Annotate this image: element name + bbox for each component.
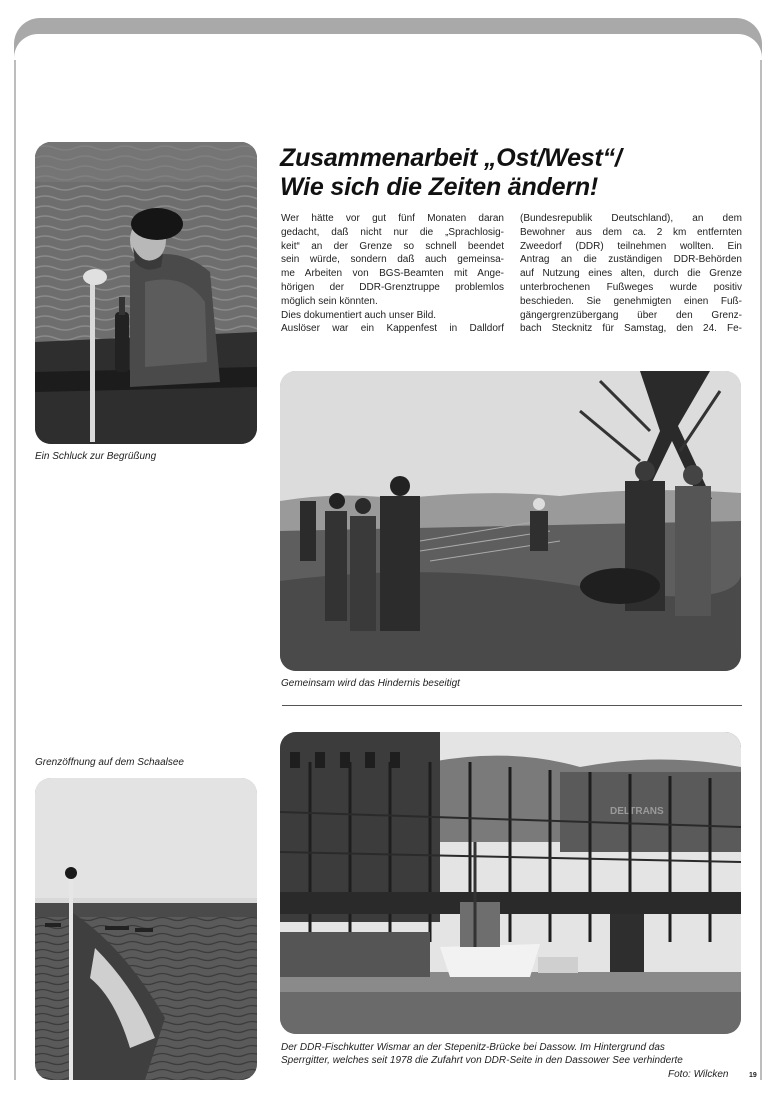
caption-photo3: Grenzöffnung auf dem Schaalsee [35, 757, 184, 768]
col2-line: gängergrenzübergang über den Grenz- [520, 309, 742, 321]
photo-cutter-bridge [280, 732, 741, 1034]
caption-photo2: Gemeinsam wird das Hindernis beseitigt [281, 678, 460, 689]
col2-line: beschieden. Sie genehmigten einen Fuß- [520, 295, 742, 307]
col1-line: keit“ an der Grenze so schnell beendet [281, 240, 504, 252]
caption-photo4-line1: Der DDR-Fischkutter Wismar an der Stepenitz-Brücke bei Dassow. Im Hintergrund das [281, 1042, 665, 1053]
photo-lake-flag [35, 778, 257, 1080]
col1-line: hörigen der DDR-Grenztruppe problemlos [281, 281, 504, 293]
col1-line: gedacht, daß nicht nur die „Sprachlosig- [281, 226, 504, 238]
photo-hindernis-beseitigt [280, 371, 741, 671]
warehouse-sign-text: DELTRANS [610, 806, 664, 817]
photo-schaalsee [35, 778, 257, 1080]
col2-line: bach Stecknitz für Samstag, den 24. Fe- [520, 323, 742, 335]
left-margin-rule [14, 60, 16, 1080]
col1-line: Dies dokumentiert auch unser Bild. [281, 309, 437, 321]
article-headline [280, 144, 750, 202]
col1-line: me Arbeiten von BGS-Beamten mit Ange- [281, 268, 504, 280]
photo-credit: Foto: Wilcken [668, 1069, 729, 1080]
right-margin-rule [760, 60, 762, 1080]
col2-line: auf Nutzung eines alten, durch die Grenze [520, 268, 742, 280]
page-number: 19 [749, 1072, 757, 1079]
col1-line: sein würde, sondern daß auch gemeinsa- [281, 254, 504, 266]
photo-border-workers [280, 371, 741, 671]
article-column-2 [520, 212, 742, 336]
headline-line2: Wie sich die Zeiten ändern! [280, 173, 599, 201]
section-divider [282, 705, 742, 706]
col2-line: (Bundesrepublik Deutschland), an dem [520, 213, 742, 224]
photo-schluck-zur-begruessung [35, 142, 257, 444]
col1-line: Auslöser war ein Kappenfest in Dalldorf [281, 323, 504, 335]
col2-line: unterbrochenen Fußweges wurde positiv [520, 281, 742, 293]
col2-line: Antrag an die zuständigen DDR-Behörden [520, 254, 742, 266]
photo-fischkutter-wismar [280, 732, 741, 1034]
col1-line: möglich sein könnten. [281, 295, 378, 307]
article-column-1 [281, 212, 504, 336]
col2-line: Bewohner aus dem ca. 2 km entfernten [520, 226, 742, 238]
photo-boat-man [35, 142, 257, 444]
headline-line1: Zusammenarbeit „Ost/West“/ [280, 144, 622, 172]
col2-line: Zweedorf (DDR) teilnehmen wollten. Ein [520, 240, 742, 252]
caption-photo4-line2: Sperrgitter, welches seit 1978 die Zufahrt von DDR-Seite in den Dassower See verhinderte [281, 1055, 683, 1066]
col1-line: Wer hätte vor gut fünf Monaten daran [281, 213, 504, 224]
caption-photo1: Ein Schluck zur Begrüßung [35, 451, 157, 462]
